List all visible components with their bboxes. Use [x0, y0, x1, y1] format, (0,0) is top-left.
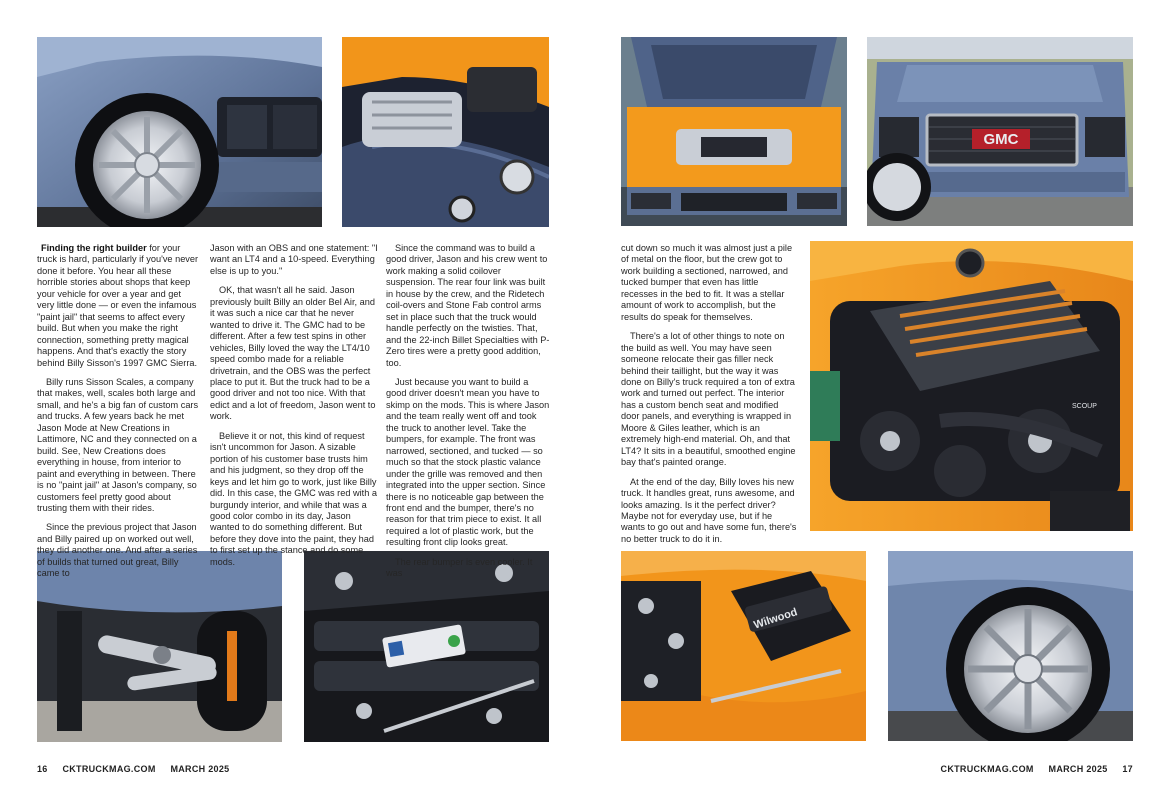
paragraph: Since the previous project that Jason and Billy paired up on worked out well, they did another one. And after a series of builds that turned out great, Billy came to: [37, 522, 198, 579]
page-number: 17: [1122, 764, 1133, 774]
right-column-1: [621, 243, 797, 553]
paragraph: Since the command was to build a good driver, Jason and his crew went to work making a solid coilover suspension. The rear four link was built in house by the crew, and the Ridetech coil-overs and Stone Fab control arms set in place such that the truck would handle perfectly on the twisties. That, and the 22-inch Billet Specialties with P-Zero tires were a pretty good addition, too.: [386, 243, 550, 368]
paragraph: cut down so much it was almost just a pile of metal on the floor, but the crew got to work building a sectioned, narrowed, and tucked bumper that even has little recesses in the bed to fit. It was a stellar amount of work to accomplish, but the results do speak for themselves.: [621, 243, 793, 322]
paragraph: Believe it or not, this kind of request isn't uncommon for Jason. A sizable portion of his customer base trusts him and his judgment, so they drop off the keys and let him go to work, just like Billy did. In this case, the GMC was red with a burgundy interior, and while that was a good color combo in its day, Jason wanted to do something different. But before they dove into the paint, they had to first set up the stance and do some mods.: [210, 430, 377, 567]
photo-hood-open-front: [621, 37, 847, 226]
paragraph: OK, that wasn't all he said. Jason previously built Billy an older Bel Air, and it was such a nice car that he never wanted to drive it. The GMC had to be different. After a few test spins in other vehicles, Billy loved the way the LT4/10 speed combo made for a reliable drivetrain, and the OBS was the perfect place to put it. But the truck had to be a good driver and not too nice. With that edict and a lot of freedom, Jason went to work.: [210, 285, 376, 422]
photo-gmc-grille-front: [867, 37, 1133, 226]
photo-front-wheel-headlight: [37, 37, 322, 227]
paragraph: There's a lot of other things to note on the build as well. You may have seen someone relocate their gas filler neck behind their taillight, but the way it was done on Billy's truck required a ton of extra work and turned out perfect. The interior has a custom bench seat and modified door panels, and everything is wrapped in Moore & Giles leather, which is an extremely high-end material. Oh, and that LT4? It sits in a beautiful, smoothed engine bay that's painted orange.: [621, 331, 796, 468]
paragraph: At the end of the day, Billy loves his new truck. It handles great, runs awesome, and looks amazing. Is it the perfect driver? Maybe not for everyday use, but if he wants to go out and have some fun, there's no better truck to do it in.: [621, 476, 797, 544]
footer-issue: MARCH 2025: [170, 764, 230, 774]
footer-site: CKTRUCKMAG.COM: [62, 764, 156, 774]
right-page-footer: [941, 764, 1133, 774]
page-number: 16: [37, 764, 48, 774]
left-column-3: [386, 243, 551, 588]
photo-brake-master-reservoir: [621, 551, 866, 741]
engine-cover-brand: SCOUP: [1072, 403, 1097, 410]
footer-issue: MARCH 2025: [1048, 764, 1108, 774]
paragraph: Jason with an OBS and one statement: "I want an LT4 and a 10-speed. Everything else is up to you.": [210, 243, 378, 276]
left-column-1: [37, 243, 200, 588]
paragraph: Finding the right builder for your truck is hard, particularly if you've never done it before. You hear all these horrible stories about shops that keep your vehicle for over a year and get very little done — or even the infamous "paint jail" that seems to affect every build. But when you make the right connection, something pretty magical happens. And that's exactly the story behind Billy Sisson's 1997 GMC Sierra.: [37, 243, 199, 368]
gmc-badge: GMC: [983, 131, 1019, 148]
footer-site: CKTRUCKMAG.COM: [940, 764, 1034, 774]
lead-in-subhead: Finding the right builder: [41, 243, 147, 253]
reservoir-brand: Wilwood: [752, 606, 799, 632]
left-column-2: [210, 243, 378, 576]
paragraph: Billy runs Sisson Scales, a company that makes, well, scales both large and small, and he's a big fan of custom cars and trucks. A few years back he met Jason Mode at New Creations in Lattimore, NC and they connected on a build. See, New Creations does everything in house, from interior to paint and everything in between. There is no "paint jail" at Jason's company, so customers feel pretty good about trusting them with their rides.: [37, 376, 199, 513]
left-page-footer: [37, 764, 241, 774]
photo-lt4-engine-bay: [810, 241, 1133, 531]
paragraph: The rear bumper is even cooler. It was: [386, 556, 533, 579]
photo-engine-cover-detail: [342, 37, 549, 227]
photo-rear-wheel: [888, 551, 1133, 741]
paragraph: Just because you want to build a good driver doesn't mean you have to skimp on the mods. This is where Jason and the team really went off and took the truck to another level. Take the bumpers, for example. The front was narrowed, sectioned, and tucked — so much so that the stock plastic valance under the grille was removed and then integrated into the upper section. Since there is no noticeable gap between the front end and the bumper, there's no reason for that trim piece to exist. It all required a lot of plastic work, but the resulting front clip looks great.: [386, 376, 550, 548]
